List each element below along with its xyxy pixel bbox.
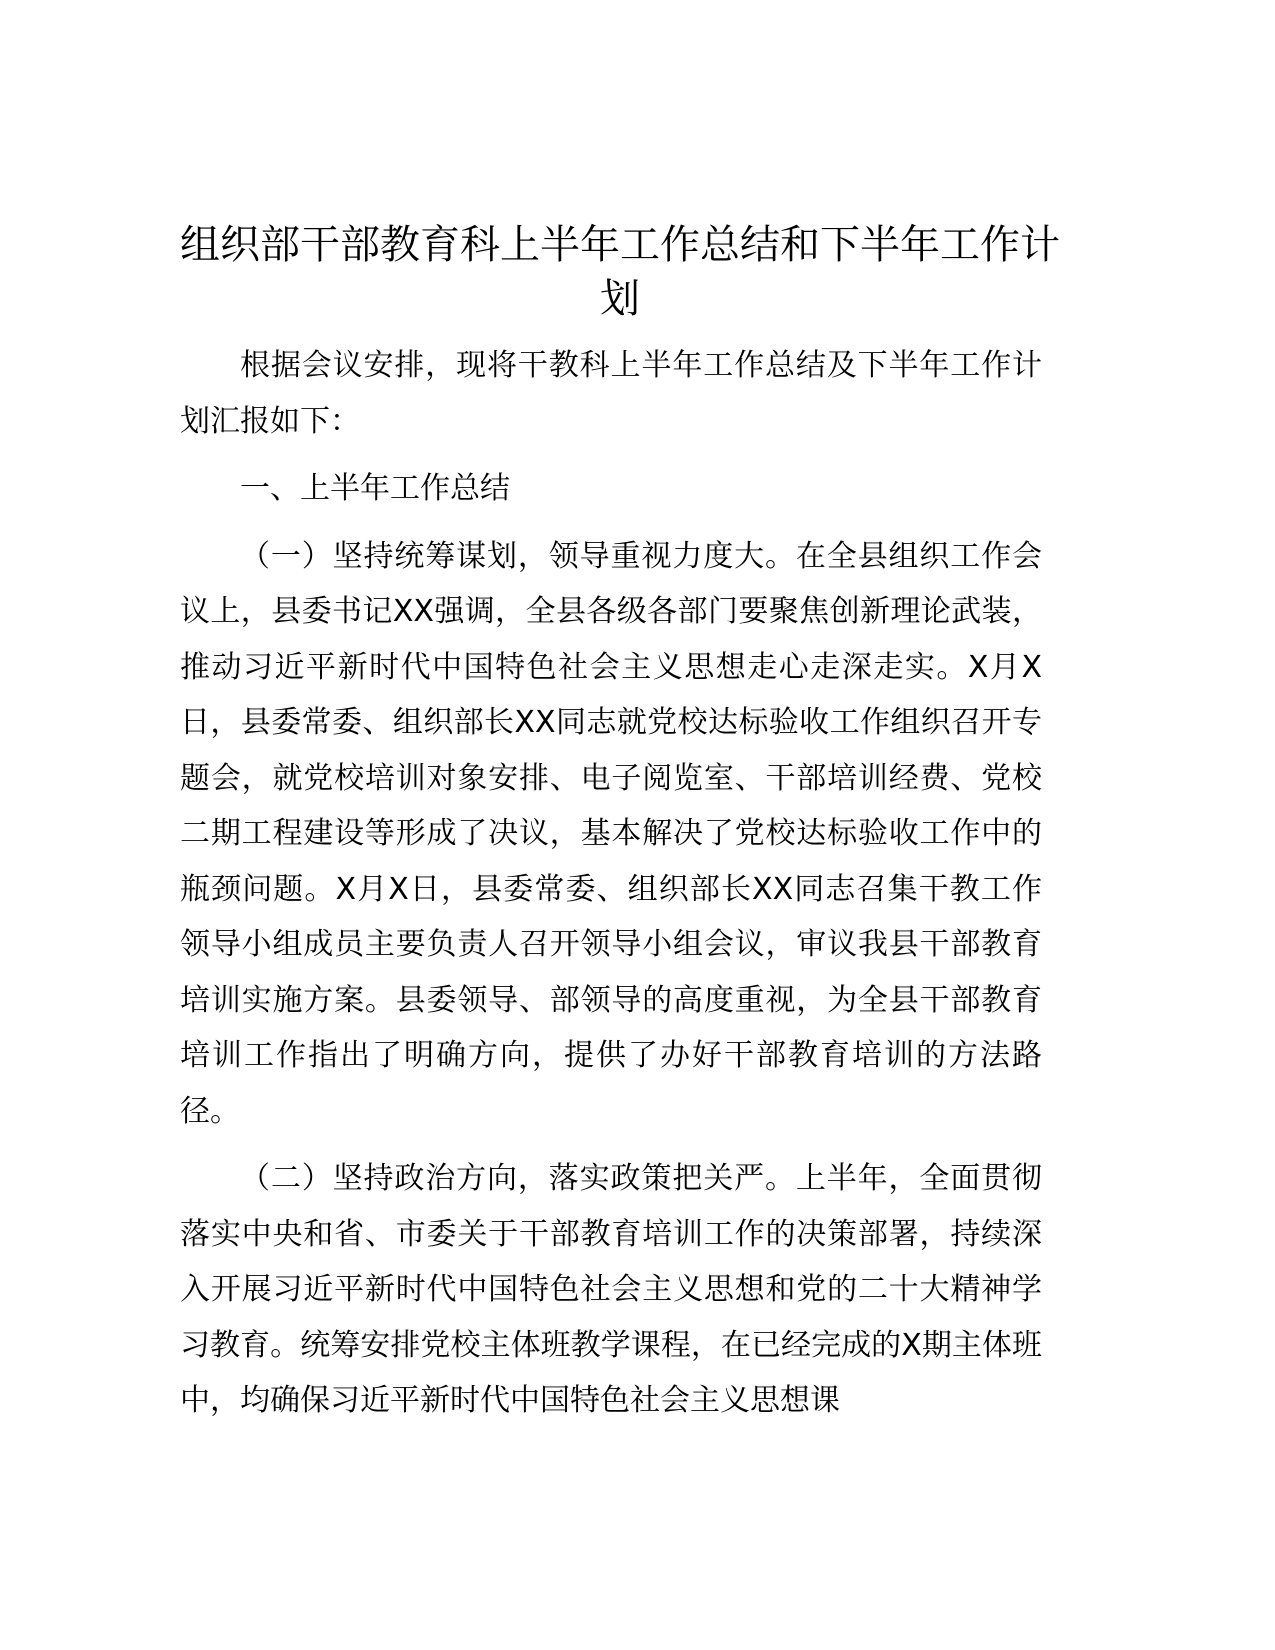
intro-paragraph: 根据会议安排，现将干教科上半年工作总结及下半年工作计划汇报如下： (180, 348, 1042, 439)
document-title: 组织部干部教育科上半年工作总结和下半年工作计划 (180, 222, 1060, 322)
section-heading-1: 一、上半年工作总结 (240, 471, 510, 506)
subsection-paragraph-1: （一）坚持统筹谋划，领导重视力度大。在全县组织工作会议上，县委书记XX强调，全县各级各部门要聚焦创新理论武装，推动习近平新时代中国特色社会主义思想走心走深走实。X月X日，县委常委、组织部长XX同志就党校达标验收工作组织召开专题会，就党校培训对象安排、电子阅览室、干部培训经费、党校二期工程建设等形成了决议，基本解决了党校达标验收工作中的瓶颈问题。X月X日，县委常委、组织部长XX同志召集干教工作领导小组成员主要负责人召开领导小组会议，审议我县干部教育培训实施方案。县委领导、部领导的高度重视，为全县干部教育培训工作指出了明确方向，提供了办好干部教育培训的方法路径。 (180, 538, 1042, 1129)
subsection-paragraph-2: （二）坚持政治方向，落实政策把关严。上半年，全面贯彻落实中央和省、市委关于干部教育培训工作的决策部署，持续深入开展习近平新时代中国特色社会主义思想和党的二十大精神学习教育。统筹安排党校主体班教学课程，在已经完成的X期主体班中，均确保习近平新时代中国特色社会主义思想课 (180, 1161, 1042, 1418)
document-body (180, 338, 1042, 1441)
